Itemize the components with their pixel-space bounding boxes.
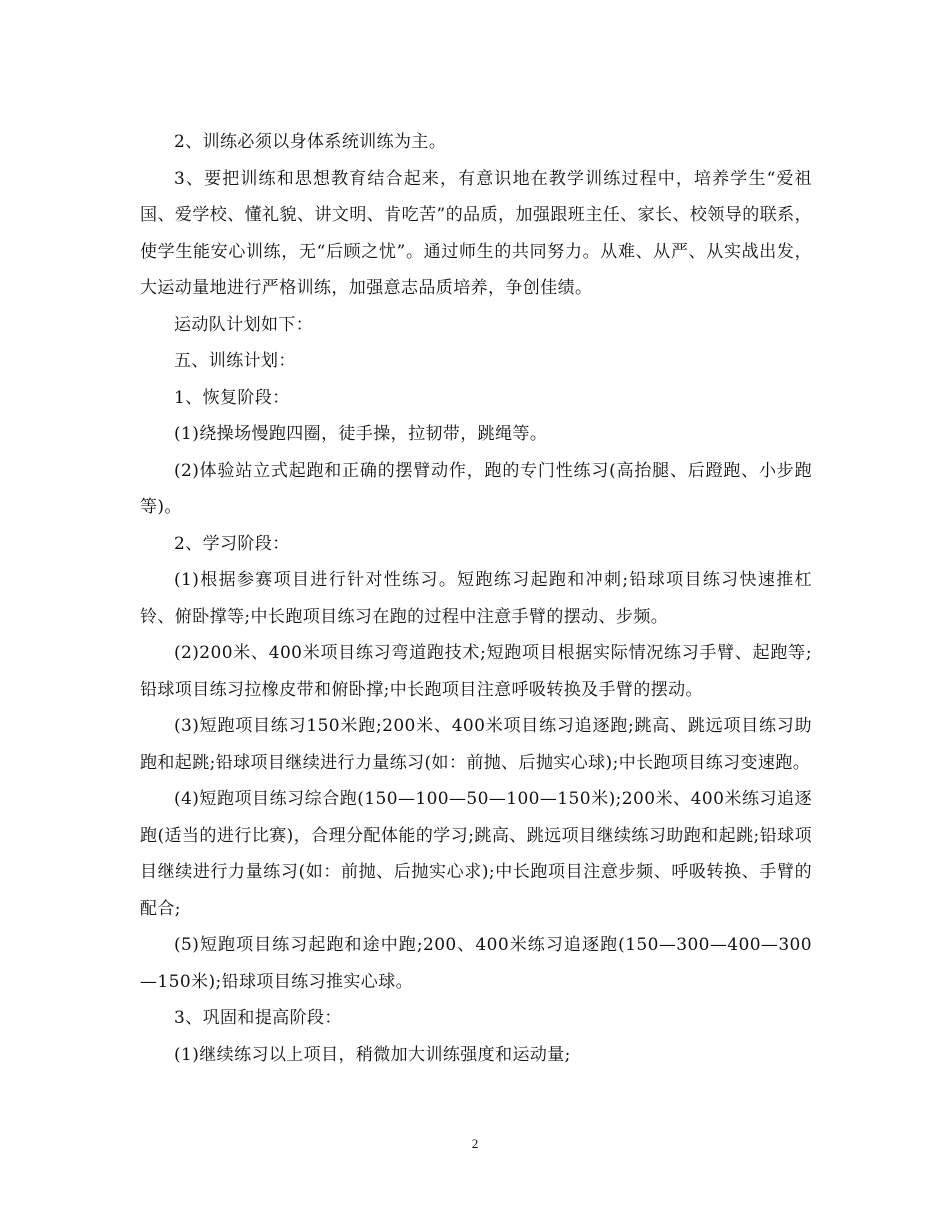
paragraph: (1)绕操场慢跑四圈，徒手操，拉韧带，跳绳等。 [174,424,548,444]
paragraph: (2)200米、400米项目练习弯道跑技术;短跑项目根据实际情况练习手臂、起跑等;铅球项目练习拉橡皮带和俯卧撑;中长跑项目注意呼吸转换及手臂的摆动。 [140,643,812,700]
paragraph: (2)体验站立式起跑和正确的摆臂动作，跑的专门性练习(高抬腿、后蹬跑、小步跑等)。 [140,460,812,517]
paragraph: 2、学习阶段： [174,533,290,554]
paragraph: 3、要把训练和思想教育结合起来，有意识地在教学训练过程中，培养学生“爱祖国、爱学校、懂礼貌、讲文明、肯吃苦”的品质，加强跟班主任、家长、校领导的联系，使学生能安心训练，无“后顾之忧”。通过师生的共同努力。从难、从严、从实战出发，大运动量地进行严格训练，加强意志品质培养，争创佳绩。 [140,168,812,298]
document-body [140,124,812,1073]
paragraph: (1)继续练习以上项目，稍微加大训练强度和运动量; [174,1044,571,1065]
paragraph: 五、训练计划： [174,351,296,371]
paragraph: 运动队计划如下： [174,314,314,335]
paragraph: 3、巩固和提高阶段： [174,1008,342,1028]
page-number: 2 [471,1136,479,1151]
paragraph: (1)根据参赛项目进行针对性练习。短跑练习起跑和冲刺;铅球项目练习快速推杠铃、俯卧撑等;中长跑项目练习在跑的过程中注意手臂的摆动、步频。 [140,570,812,627]
paragraph: (3)短跑项目练习150米跑;200米、400米项目练习追逐跑;跳高、跳远项目练习助跑和起跳;铅球项目继续进行力量练习(如：前抛、后抛实心球);中长跑项目练习变速跑。 [140,716,812,773]
paragraph: 2、训练必须以身体系统训练为主。 [174,132,447,152]
paragraph: 1、恢复阶段： [174,387,290,408]
paragraph: (5)短跑项目练习起跑和途中跑;200、400米练习追逐跑(150—300—400—300—150米);铅球项目练习推实心球。 [140,935,812,992]
paragraph: (4)短跑项目练习综合跑(150—100—50—100—150米);200米、400米练习追逐跑(适当的进行比赛)，合理分配体能的学习;跳高、跳远项目继续练习助跑和起跳;铅球项目继续进行力量练习(如：前抛、后抛实心求);中长跑项目注意步频、呼吸转换、手臂的配合; [140,789,812,919]
